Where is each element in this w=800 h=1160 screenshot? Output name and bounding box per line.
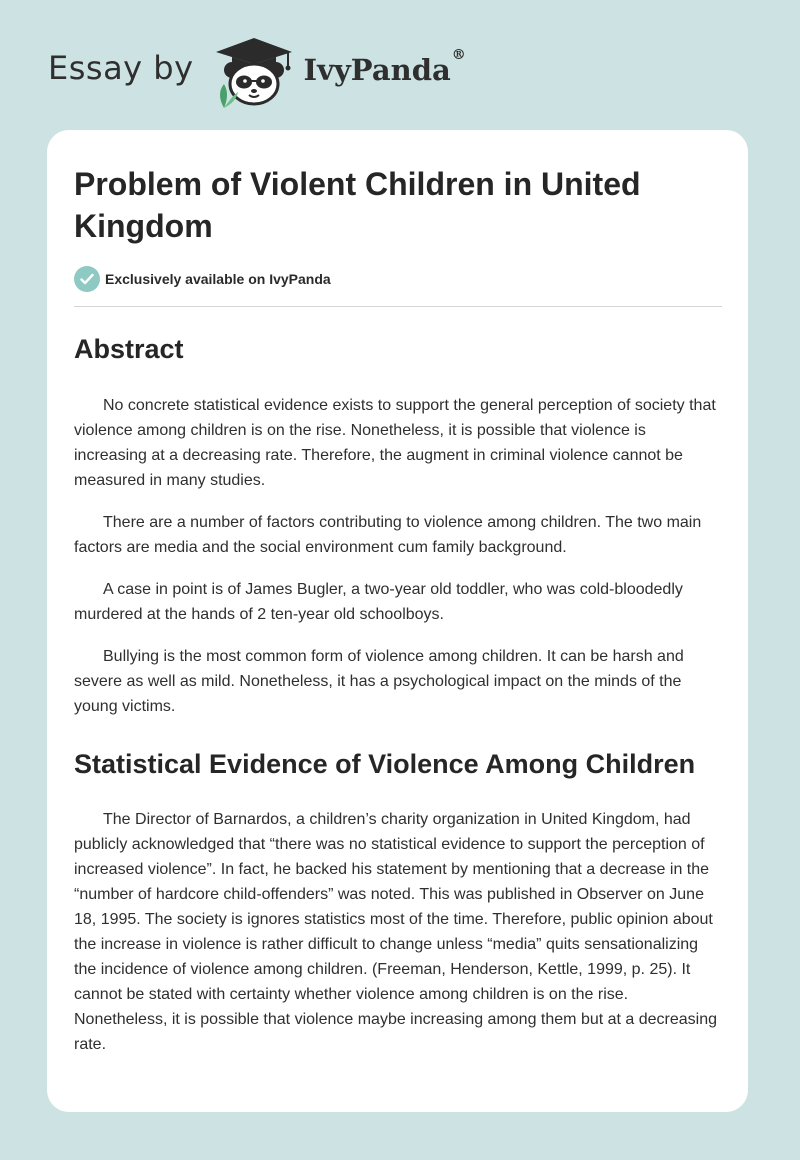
page-title: Problem of Violent Children in United Kingdom xyxy=(74,166,641,244)
paragraph: A case in point is of James Bugler, a two-year old toddler, who was cold-bloodedly murdered at the hands of 2 ten-year old schoolboys. xyxy=(74,581,683,623)
brand-header xyxy=(48,30,466,110)
panda-graduate-icon xyxy=(208,30,300,110)
abstract-section xyxy=(74,329,722,719)
statistical-evidence-section xyxy=(74,744,722,1057)
exclusive-badge xyxy=(74,265,722,293)
brand-name-text: IvyPanda xyxy=(303,53,451,87)
check-icon xyxy=(74,266,100,292)
paragraph: No concrete statistical evidence exists to support the general perception of society that violence among children is on the rise. Nonetheless, it is possible that violence is increasing at a decreasing rate. Therefore, the augment in criminal violence cannot be measured in many studies. xyxy=(74,397,716,489)
section-heading-statistical-evidence: Statistical Evidence of Violence Among Children xyxy=(74,749,696,779)
brand-prefix: Essay by xyxy=(48,49,194,87)
essay-card xyxy=(47,130,748,1112)
paragraph: Bullying is the most common form of violence among children. It can be harsh and severe as well as mild. Nonetheless, it has a psychological impact on the minds of the young victims. xyxy=(74,648,684,715)
registered-mark: ® xyxy=(451,47,466,63)
brand-name xyxy=(303,47,466,87)
paragraph: There are a number of factors contributing to violence among children. The two main factors are media and the social environment cum family background. xyxy=(74,514,702,556)
exclusive-label: Exclusively available on IvyPanda xyxy=(105,271,331,287)
divider xyxy=(74,306,722,307)
section-heading-abstract: Abstract xyxy=(74,334,184,364)
paragraph: The Director of Barnardos, a children’s charity organization in United Kingdom, had publicly acknowledged that “there was no statistical evidence to support the perception of increased violence”. In fact, he backed his statement by mentioning that a decrease in the “number of hardcore child-offenders” was noted. This was published in Observer on June 18, 1995. The society is ignores statistics most of the time. Therefore, public opinion about the increase in violence is rather difficult to change unless “media” quits sensationalizing the incidence of violence among children. (Freeman, Henderson, Kettle, 1999, p. 25). It cannot be stated with certainty whether violence among children is on the rise. Nonetheless, it is possible that violence maybe increasing among them but at a decreasing rate. xyxy=(74,811,718,1053)
